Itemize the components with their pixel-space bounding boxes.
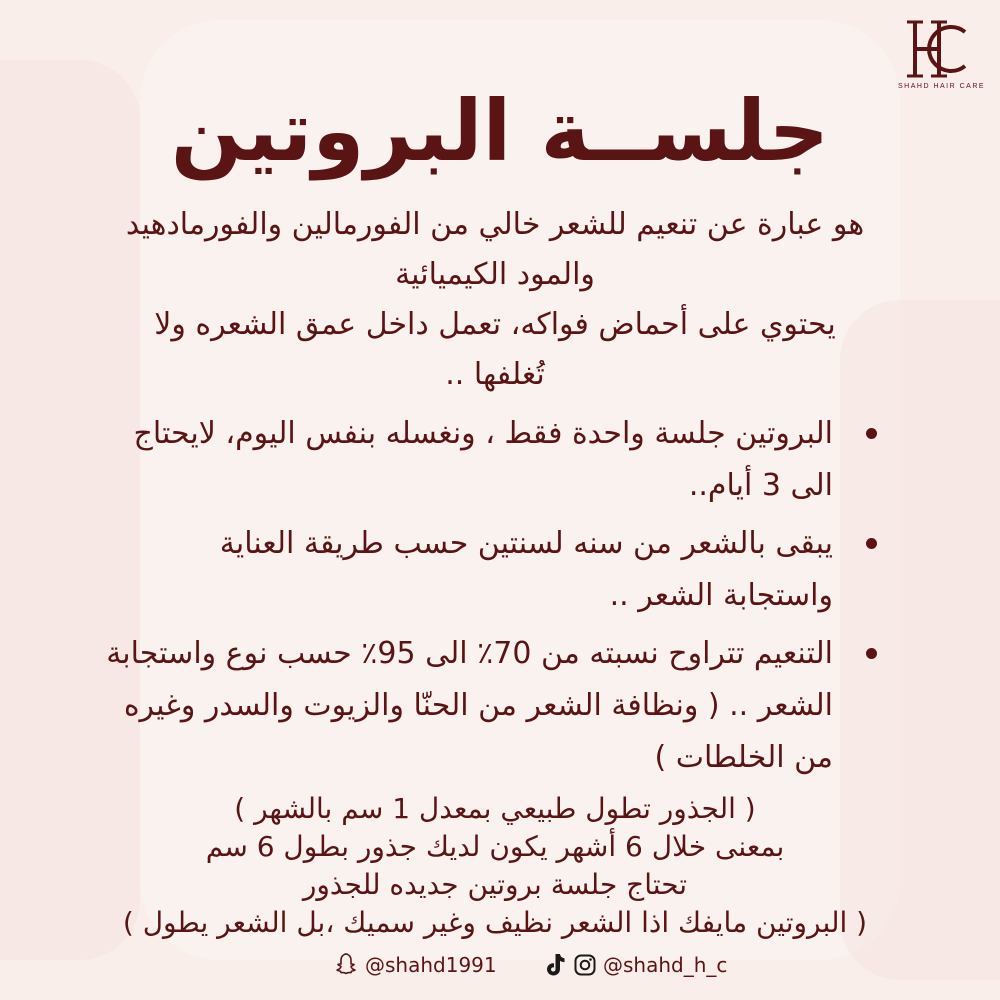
intro-text xyxy=(105,200,885,400)
bullet-list xyxy=(105,408,885,784)
intro-line: هو عبارة عن تنعيم للشعر خالي من الفورمالين والفورمادهيد xyxy=(125,207,865,242)
instagram-icon xyxy=(573,953,597,977)
tiktok-instagram-handle: @shahd_h_c xyxy=(603,953,728,977)
note-line: ( البروتين مايفك اذا الشعر نظيف وغير سميك ،بل الشعر يطول ) xyxy=(122,906,868,939)
brand-logo xyxy=(898,18,986,90)
snapchat-handle: @shahd1991 xyxy=(365,953,497,977)
page-title: جلســة البروتين xyxy=(170,82,830,180)
footer xyxy=(0,947,1000,983)
note-line: ( الجذور تطول طبيعي بمعدل 1 سم بالشهر ) xyxy=(234,792,756,825)
notes-text xyxy=(105,790,885,942)
brand-monogram-icon xyxy=(903,18,973,80)
intro-line: والمود الكيميائية xyxy=(395,257,595,292)
bullet-item: يبقى بالشعر من سنه لسنتين حسب طريقة العناية واستجابة الشعر .. xyxy=(105,518,885,622)
tiktok-icon xyxy=(543,952,567,978)
intro-line: تُغلفها .. xyxy=(445,357,545,392)
bullet-item: التنعيم تتراوح نسبته من 70٪ الى 95٪ حسب نوع واستجابة الشعر .. ( ونظافة الشعر من الحنّا والزيوت والسدر وغيره من الخلطات ) xyxy=(105,628,885,784)
brand-name: SHAHD HAIR CARE xyxy=(898,83,986,90)
snapchat-link[interactable] xyxy=(335,947,497,983)
note-line: بمعنى خلال 6 أشهر يكون لديك جذور بطول 6 سم xyxy=(205,830,785,863)
tiktok-instagram-link[interactable] xyxy=(543,947,727,983)
main-content xyxy=(105,200,885,942)
intro-line: يحتوي على أحماض فواكه، تعمل داخل عمق الشعره ولا xyxy=(154,307,836,342)
note-line: تحتاج جلسة بروتين جديده للجذور xyxy=(302,868,688,901)
bullet-item: البروتين جلسة واحدة فقط ، ونغسله بنفس اليوم، لايحتاج الى 3 أيام.. xyxy=(105,408,885,512)
snapchat-icon xyxy=(335,952,359,978)
